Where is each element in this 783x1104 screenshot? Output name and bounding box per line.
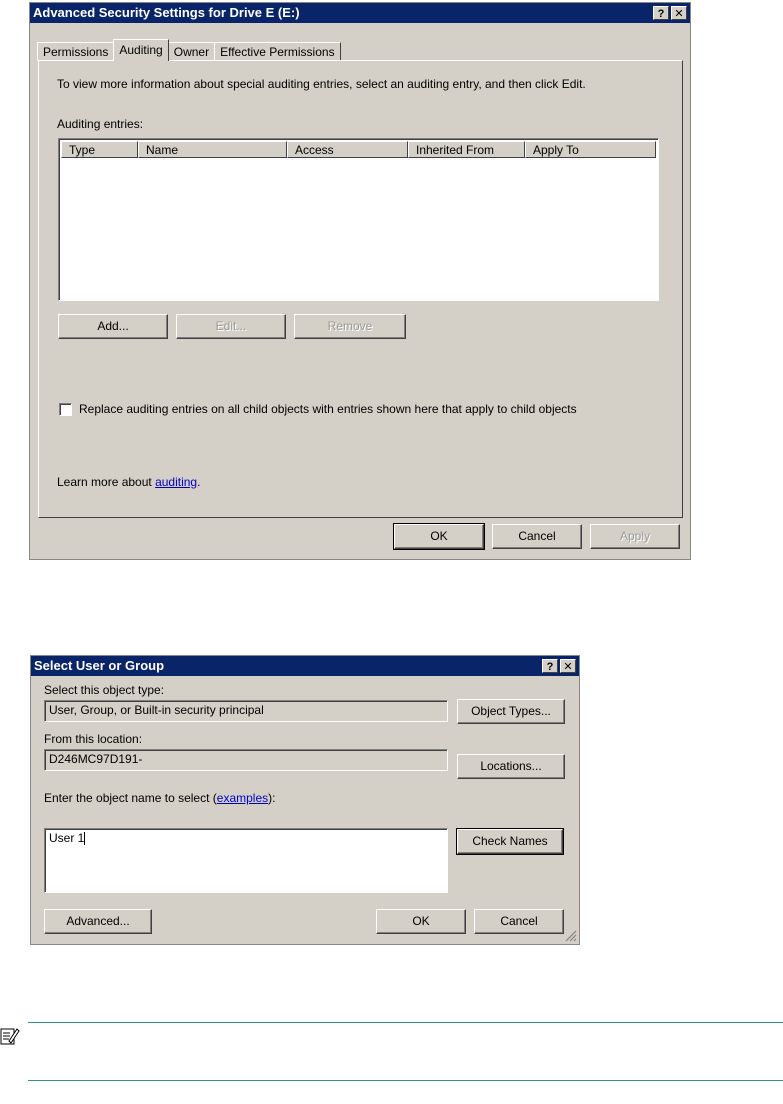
enter-object-name-label bbox=[44, 791, 275, 805]
location-field bbox=[44, 749, 448, 771]
list-header bbox=[61, 141, 656, 158]
edit-button[interactable]: Edit... bbox=[176, 314, 286, 339]
apply-button[interactable]: Apply bbox=[590, 524, 680, 549]
tab-strip bbox=[37, 39, 340, 61]
object-type-value: User, Group, or Built-in security principal bbox=[49, 703, 264, 717]
location-value: D246MC97D191- bbox=[49, 752, 143, 766]
examples-link[interactable]: examples bbox=[216, 791, 269, 805]
auditing-link[interactable]: auditing bbox=[155, 475, 198, 489]
help-button[interactable]: ? bbox=[653, 6, 669, 20]
column-type[interactable]: Type bbox=[61, 141, 138, 158]
auditing-entries-list[interactable] bbox=[58, 138, 659, 301]
help-button[interactable]: ? bbox=[542, 659, 558, 673]
advanced-dialog-title: Advanced Security Settings for Drive E (E:) bbox=[33, 5, 300, 20]
advanced-dialog-titlebar bbox=[30, 3, 690, 23]
column-inherited-from[interactable]: Inherited From bbox=[408, 141, 525, 158]
note-bottom-rule bbox=[28, 1080, 783, 1081]
select-user-dialog bbox=[30, 655, 580, 945]
tab-permissions[interactable]: Permissions bbox=[37, 42, 114, 61]
close-button[interactable]: ✕ bbox=[671, 6, 687, 20]
learn-more-suffix: . bbox=[197, 475, 201, 489]
object-name-value: User 1 bbox=[49, 831, 85, 845]
add-button[interactable]: Add... bbox=[58, 314, 168, 339]
column-name[interactable]: Name bbox=[138, 141, 287, 158]
object-type-label: Select this object type: bbox=[44, 683, 165, 697]
object-type-field bbox=[44, 700, 448, 722]
tab-effective-permissions[interactable]: Effective Permissions bbox=[214, 42, 341, 61]
tab-owner[interactable]: Owner bbox=[168, 42, 215, 61]
select-dialog-titlebar bbox=[31, 656, 579, 676]
enter-label-suffix: ): bbox=[268, 791, 276, 805]
learn-more-text bbox=[57, 475, 200, 489]
check-names-button[interactable]: Check Names bbox=[457, 829, 563, 854]
location-label: From this location: bbox=[44, 732, 143, 746]
advanced-security-dialog bbox=[29, 2, 691, 560]
enter-label-prefix: Enter the object name to select ( bbox=[44, 791, 217, 805]
object-name-input[interactable] bbox=[44, 828, 448, 893]
replace-entries-checkbox[interactable] bbox=[59, 403, 72, 416]
info-text: To view more information about special auditing entries, select an auditing entry, and then click Edit. bbox=[57, 77, 586, 91]
close-button[interactable]: ✕ bbox=[560, 659, 576, 673]
cancel-button[interactable]: Cancel bbox=[492, 524, 582, 549]
learn-more-prefix: Learn more about bbox=[57, 475, 156, 489]
cancel-button[interactable]: Cancel bbox=[474, 909, 564, 934]
auditing-entries-label: Auditing entries: bbox=[57, 117, 144, 131]
locations-button[interactable]: Locations... bbox=[457, 754, 565, 779]
column-access[interactable]: Access bbox=[287, 141, 408, 158]
select-dialog-title: Select User or Group bbox=[34, 658, 165, 673]
resize-grip-icon[interactable] bbox=[565, 930, 577, 942]
ok-button[interactable]: OK bbox=[394, 524, 484, 549]
remove-button[interactable]: Remove bbox=[294, 314, 406, 339]
ok-button[interactable]: OK bbox=[376, 909, 466, 934]
note-pencil-icon bbox=[0, 1026, 20, 1046]
text-cursor bbox=[84, 832, 85, 845]
replace-entries-label: Replace auditing entries on all child objects with entries shown here that apply to child objects bbox=[79, 402, 577, 416]
advanced-button[interactable]: Advanced... bbox=[44, 909, 152, 934]
note-top-rule bbox=[28, 1022, 783, 1023]
tab-auditing[interactable]: Auditing bbox=[113, 39, 168, 61]
auditing-tab-panel bbox=[38, 60, 683, 518]
object-types-button[interactable]: Object Types... bbox=[457, 699, 565, 724]
column-apply-to[interactable]: Apply To bbox=[525, 141, 656, 158]
